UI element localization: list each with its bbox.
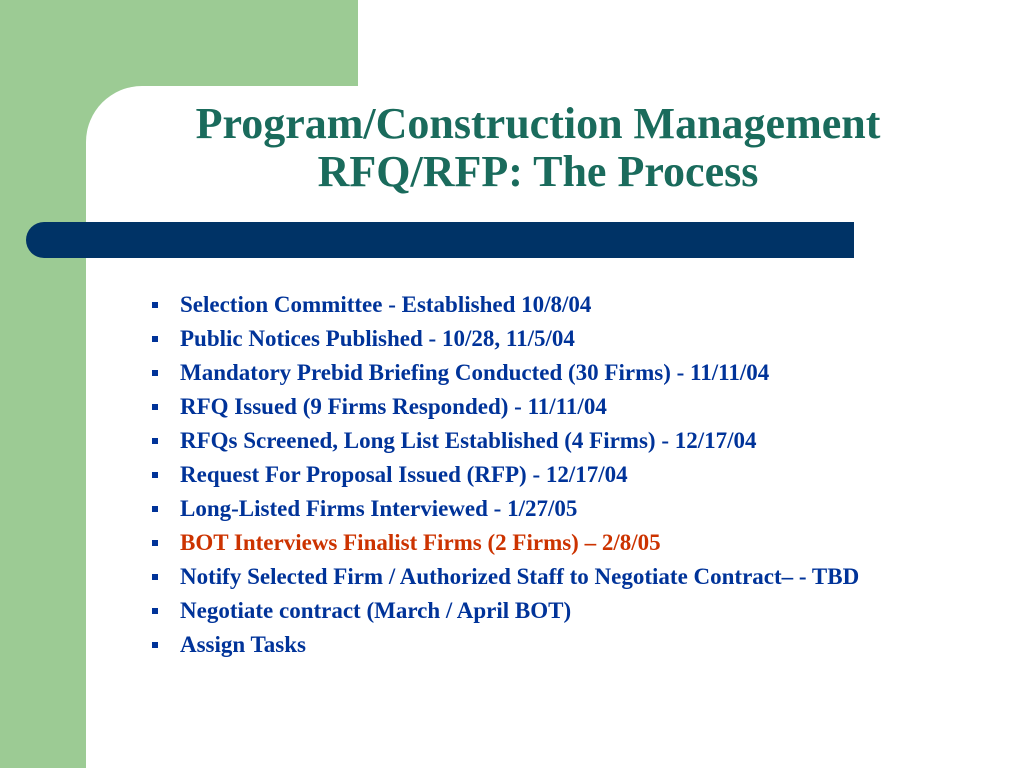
slide-title	[100, 100, 976, 196]
bullet-text: Long-Listed Firms Interviewed - 1/27/05	[180, 496, 578, 521]
bullet-item-rfqs-screened	[152, 429, 972, 452]
bullet-square-icon	[152, 438, 158, 444]
bullet-item-rfq-issued	[152, 395, 972, 418]
bullet-text: Negotiate contract (March / April BOT)	[180, 598, 572, 623]
bullet-text: Mandatory Prebid Briefing Conducted (30 Firms) - 11/11/04	[180, 360, 770, 385]
bullet-item-selection-committee	[152, 293, 972, 316]
bullet-square-icon	[152, 472, 158, 478]
bullet-square-icon	[152, 642, 158, 648]
bullet-item-public-notices	[152, 327, 972, 350]
bullet-text: Request For Proposal Issued (RFP) - 12/17/04	[180, 462, 628, 487]
bullet-square-icon	[152, 302, 158, 308]
bullet-item-bot-interviews	[152, 531, 972, 554]
bullet-square-icon	[152, 540, 158, 546]
bullet-text: Notify Selected Firm / Authorized Staff to Negotiate Contract– - TBD	[180, 564, 860, 589]
bullet-square-icon	[152, 506, 158, 512]
bullet-square-icon	[152, 336, 158, 342]
bullet-text: RFQ Issued (9 Firms Responded) - 11/11/04	[180, 394, 607, 419]
bullet-list	[152, 293, 972, 667]
bullet-square-icon	[152, 404, 158, 410]
bullet-item-prebid-briefing	[152, 361, 972, 384]
bullet-text: BOT Interviews Finalist Firms (2 Firms) – 2/8/05	[180, 530, 661, 555]
bullet-square-icon	[152, 608, 158, 614]
slide-title-line-1: Program/Construction Management	[195, 99, 881, 148]
bullet-text: Assign Tasks	[180, 632, 306, 657]
slide-title-line-2: RFQ/RFP: The Process	[317, 147, 759, 196]
bullet-item-firms-interviewed	[152, 497, 972, 520]
bullet-text: Selection Committee - Established 10/8/04	[180, 292, 592, 317]
bullet-square-icon	[152, 574, 158, 580]
bullet-text: Public Notices Published - 10/28, 11/5/04	[180, 326, 575, 351]
bullet-square-icon	[152, 370, 158, 376]
bullet-item-notify-selected-firm	[152, 565, 972, 588]
bullet-item-rfp-issued	[152, 463, 972, 486]
title-divider-bar	[26, 222, 854, 258]
bullet-item-negotiate-contract	[152, 599, 972, 622]
bullet-text: RFQs Screened, Long List Established (4 Firms) - 12/17/04	[180, 428, 757, 453]
bullet-item-assign-tasks	[152, 633, 972, 656]
